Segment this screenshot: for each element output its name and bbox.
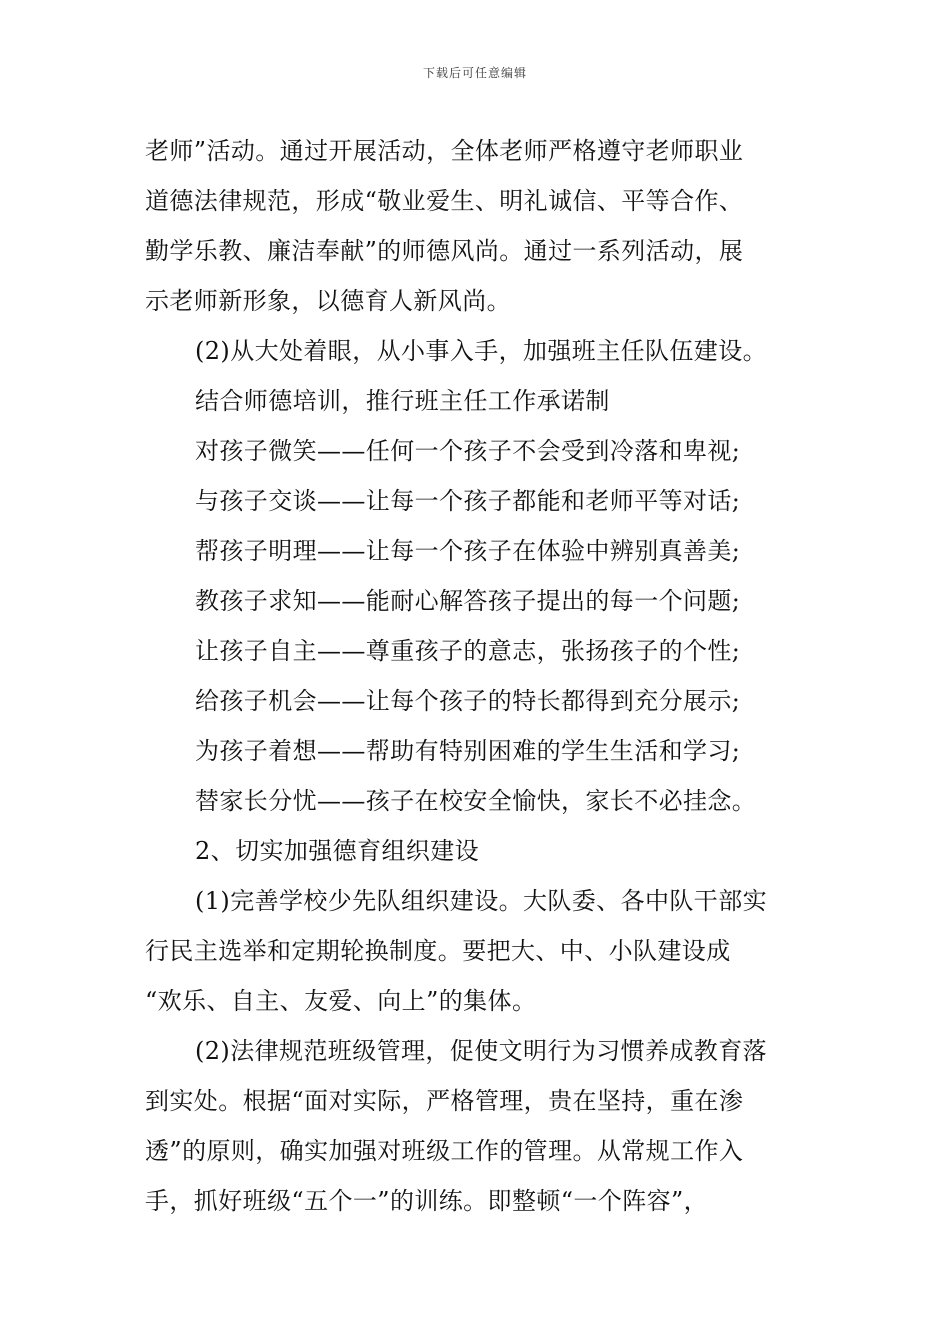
text-line: 对孩子微笑——任何一个孩子不会受到冷落和卑视; [195, 437, 741, 465]
text-line: 行民主选举和定期轮换制度。要把大、中、小队建设成 [145, 937, 731, 965]
text-line: 透”的原则，确实加强对班级工作的管理。从常规工作入 [145, 1137, 744, 1165]
text-line: 勤学乐教、廉洁奉献”的师德风尚。通过一系列活动，展 [145, 237, 744, 265]
text-line: 示老师新形象，以德育人新风尚。 [145, 287, 511, 315]
page-header: 下载后可任意编辑 [422, 66, 527, 80]
text-line: 到实处。根据“面对实际，严格管理，贵在坚持，重在渗 [145, 1087, 744, 1115]
text-line: 帮孩子明理——让每一个孩子在体验中辨别真善美; [195, 537, 741, 565]
text-line: 老师”活动。通过开展活动，全体老师严格遵守老师职业 [145, 137, 744, 165]
text-line: 给孩子机会——让每个孩子的特长都得到充分展示; [195, 687, 741, 715]
document-body [145, 126, 809, 1226]
text-line: “欢乐、自主、友爱、向上”的集体。 [145, 987, 537, 1015]
text-line: 结合师德培训，推行班主任工作承诺制 [195, 387, 610, 415]
text-line: 道德法律规范，形成“敬业爱生、明礼诚信、平等合作、 [145, 187, 744, 215]
text-line: 为孩子着想——帮助有特别困难的学生生活和学习; [195, 737, 741, 765]
text-line: (2)法律规范班级管理，促使文明行为习惯养成教育落 [195, 1037, 767, 1065]
text-line: 让孩子自主——尊重孩子的意志，张扬孩子的个性; [195, 637, 741, 665]
text-line: (2)从大处着眼，从小事入手，加强班主任队伍建设。 [195, 337, 767, 365]
text-line: 替家长分忧——孩子在校安全愉快，家长不必挂念。 [195, 787, 757, 815]
text-line: (1)完善学校少先队组织建设。大队委、各中队干部实 [195, 887, 767, 915]
text-line: 2、切实加强德育组织建设 [195, 837, 480, 865]
text-line: 手，抓好班级“五个一”的训练。即整顿“一个阵容”， [145, 1187, 709, 1215]
text-line: 与孩子交谈——让每一个孩子都能和老师平等对话; [195, 487, 741, 515]
text-line: 教孩子求知——能耐心解答孩子提出的每一个问题; [195, 587, 741, 615]
